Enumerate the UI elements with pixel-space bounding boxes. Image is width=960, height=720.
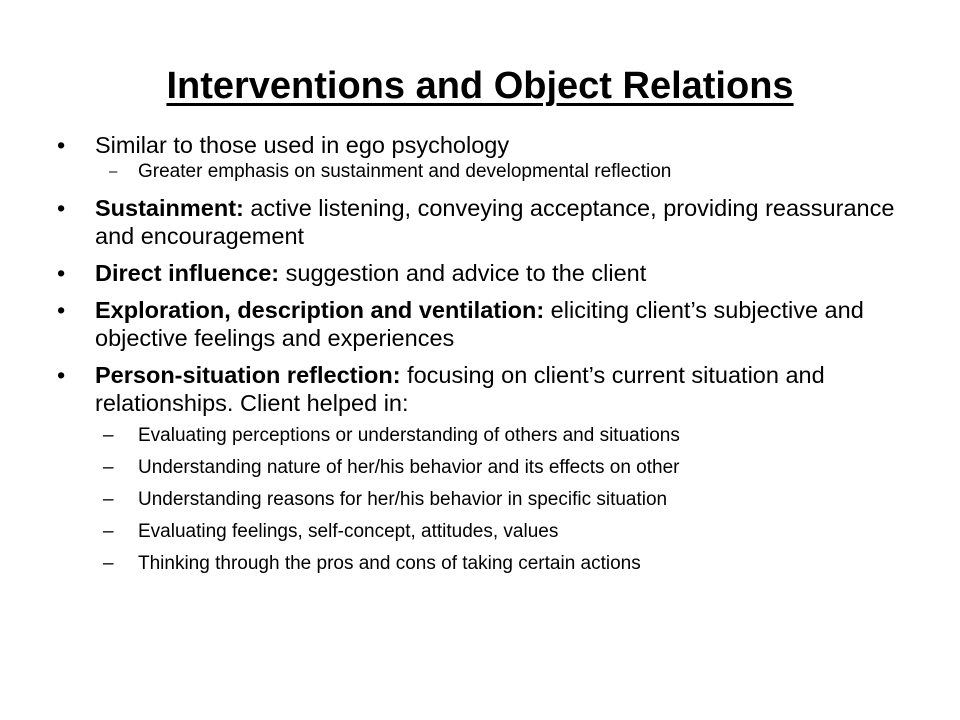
sub-bullet-text: Evaluating feelings, self-concept, attitudes, values — [138, 521, 559, 542]
sub-bullet-text: Greater emphasis on sustainment and developmental reflection — [138, 161, 672, 182]
sub-bullet-item — [0, 455, 960, 481]
bullet-text: active listening, conveying acceptance, providing reassurance and encouragement — [95, 195, 895, 249]
bullet-marker: • — [57, 260, 66, 286]
bullet-lead: Direct influence: — [95, 260, 280, 286]
bullet-lead: Exploration, description and ventilation: — [95, 297, 545, 323]
bullet-marker: • — [57, 132, 66, 158]
bullet-item — [0, 259, 960, 287]
sub-bullet-item — [0, 487, 960, 513]
bullet-text: suggestion and advice to the client — [279, 260, 647, 286]
sub-bullet-item — [0, 423, 960, 449]
sub-bullet-item — [0, 159, 960, 185]
bullet-item — [0, 131, 960, 159]
bullet-marker: • — [57, 195, 66, 221]
dash-marker: – — [109, 163, 118, 180]
sub-bullet-text: Evaluating perceptions or understanding of others and situations — [138, 425, 680, 446]
sub-bullet-item — [0, 551, 960, 577]
sub-bullet-text: Understanding nature of her/his behavior and its effects on other — [138, 457, 680, 478]
bullet-text: focusing on client’s current situation and relationships. Client helped in: — [95, 362, 825, 416]
bullet-text: eliciting client’s subjective and objective feelings and experiences — [95, 297, 864, 351]
bullet-item — [0, 361, 960, 417]
slide-title: Interventions and Object Relations — [166, 65, 794, 107]
sub-bullet-text: Thinking through the pros and cons of taking certain actions — [138, 553, 641, 574]
dash-marker: – — [103, 553, 114, 574]
bullet-marker: • — [57, 297, 66, 323]
bullet-marker: • — [57, 362, 66, 388]
sub-bullet-text: Understanding reasons for her/his behavior in specific situation — [138, 489, 668, 510]
bullet-list — [0, 131, 960, 577]
dash-marker: – — [103, 457, 114, 478]
bullet-lead: Person-situation reflection: — [95, 362, 401, 388]
bullet-lead: Sustainment: — [95, 195, 244, 221]
bullet-item — [0, 194, 960, 250]
dash-marker: – — [103, 521, 114, 542]
sub-bullet-item — [0, 519, 960, 545]
bullet-item — [0, 296, 960, 352]
bullet-text: Similar to those used in ego psychology — [95, 132, 510, 158]
dash-marker: – — [103, 489, 114, 510]
dash-marker: – — [103, 425, 114, 446]
